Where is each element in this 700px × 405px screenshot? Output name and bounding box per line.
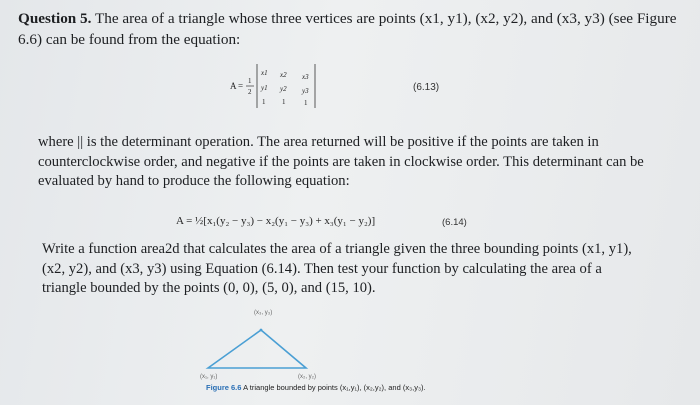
det-one-3: 1 [304,99,308,107]
equation-6-14-text: A = ½[x₁(y₂ − y₃) − x₂(y₁ − y₃) + x₃(y₁ − y₂)] [176,215,376,227]
vertex-right-label: (x₂, y₂) [298,374,316,380]
eq-equals: = [238,81,244,91]
vertex-top-label: (x₃, y₃) [254,310,273,316]
eq-lhs: A [230,81,237,91]
eq-frac-num: 1 [248,77,252,85]
eq-frac-den: 2 [248,88,252,96]
figure-caption-number: Figure 6.6 [206,383,242,392]
det-y3: y3 [302,87,309,95]
det-x1: x1 [261,69,268,77]
det-one-2: 1 [282,98,286,106]
equation-6-14 [176,207,406,233]
vertex-left-label: (x₁, y₁) [200,374,218,380]
det-y2: y2 [280,85,287,93]
det-y1: y1 [261,84,268,92]
figure-caption-text: A triangle bounded by points (x₁,y₁), (x₂,y₂), and (x₃,y₃). [241,383,426,392]
equation-6-14-number: (6.14) [442,217,467,228]
det-one-1: 1 [262,98,266,106]
question-heading [18,8,688,50]
det-x3: x3 [302,73,309,81]
figure-caption [206,383,426,392]
det-x2: x2 [280,71,287,79]
equation-6-13 [228,58,378,114]
question-text: The area of a triangle whose three vertices are points (x1, y1), (x2, y2), and (x3, y3) (see Figure 6.6) can be found from the equation: [18,10,677,48]
vertex-dot-top [260,329,263,332]
question-label: Question 5. [18,10,92,27]
triangle-shape [208,330,306,368]
task-paragraph: Write a function area2d that calculates the area of a triangle given the three bounding points (x1, y1), (x2, y2), and (x3, y3) using Equation (6.14). Then test your function by calculating the area of a triangle bounded by the points (0, 0), (5, 0), and (15, 10). [42,241,632,296]
equation-6-13-number: (6.13) [413,82,440,93]
explanation-paragraph: where || is the determinant operation. The area returned will be positive if the points are taken in counterclockwise order, and negative if the points are taken in clockwise order. This determinant can be evaluated by hand to produce the following equation: [38,134,644,189]
